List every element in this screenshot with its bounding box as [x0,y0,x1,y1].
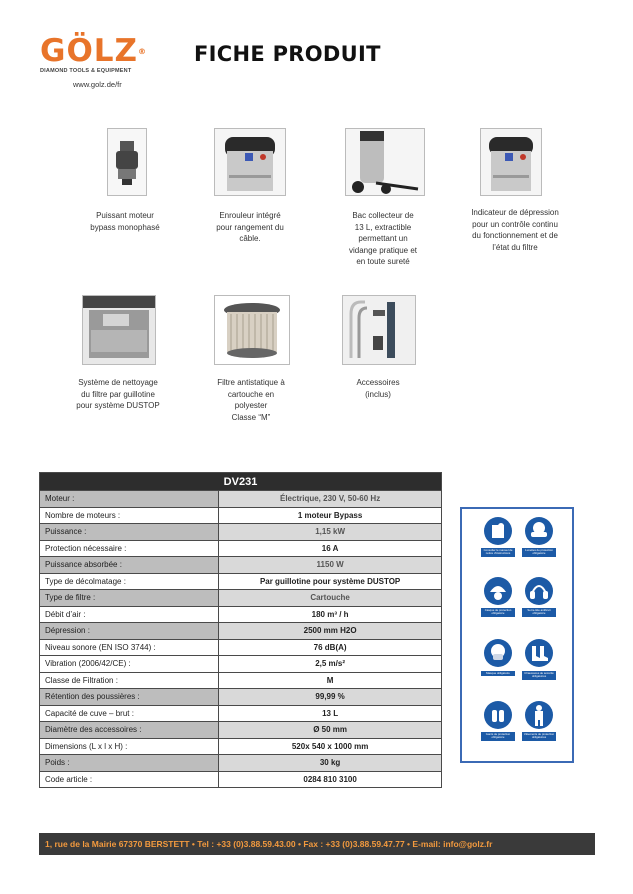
mask-icon [484,639,512,667]
safety-label: Vêtements de protection obligatoires [523,732,555,740]
table-row [40,738,442,755]
feature-caption-filter-cleaning: Système de nettoyage du filtre par guillotine pour système DUSTOP [76,378,160,410]
feature-caption-motor: Puissant moteur bypass monophasé [90,211,160,232]
ear-protection-icon [525,577,553,605]
spec-value: 1,15 kW [219,524,442,541]
brand-tagline: DIAMOND TOOLS & EQUIPMENT [40,68,132,74]
spec-value: 2,5 m/s² [219,656,442,673]
feature-caption-collector-tank: Bac collecteur de 13 L, extractible permettant un vidange pratique et en toute sureté [348,211,418,266]
table-row [40,771,442,788]
gloves-icon [484,701,512,729]
spec-label: Niveau sonore (EN ISO 3744) : [40,639,219,656]
spec-label: Nombre de moteurs : [40,507,219,524]
spec-label: Code article : [40,771,219,788]
table-row [40,705,442,722]
spec-value: 13 L [219,705,442,722]
spec-value: 76 dB(A) [219,639,442,656]
table-row [40,606,442,623]
safety-label: Chaussures de sécurité obligatoires [522,671,556,680]
spec-value: 16 A [219,540,442,557]
table-row [40,689,442,706]
motor-photo [107,128,147,196]
spec-value: 99,99 % [219,689,442,706]
feature-caption-antistatic-filter: Filtre antistatique à cartouche en polyester Classe “M” [217,378,285,422]
brand-name: GÖLZ [40,33,139,69]
feature-caption-cable-reel: Enrouleur intégré pour rangement du câble. [216,211,284,243]
table-row [40,656,442,673]
spec-label: Puissance : [40,524,219,541]
spec-value: 2500 mm H2O [219,623,442,640]
spec-label: Dimensions (L x l x H) : [40,738,219,755]
cable-reel-photo [214,128,286,196]
accessories-photo [342,295,416,365]
depression-indicator-photo [480,128,542,196]
safety-label: Gants de protection obligatoire [481,732,515,741]
spec-label: Débit d’air : [40,606,219,623]
protective-clothing-icon [525,701,553,729]
safety-shoes-icon [525,639,553,667]
spec-value: 30 kg [219,755,442,772]
spec-value: Ø 50 mm [219,722,442,739]
safety-label: Serre-tête antibruit obligatoire [522,608,556,617]
read-manual-icon [484,517,512,545]
contact-footer: 1, rue de la Mairie 67370 BERSTETT • Tel : +33 (0)3.88.59.43.00 • Fax : +33 (0)3.88.59.47.77 • E-mail: info@golz.fr [39,833,595,855]
spec-label: Dépression : [40,623,219,640]
spec-value: 180 m³ / h [219,606,442,623]
filter-cleaning-photo [82,295,156,365]
page-title: FICHE PRODUIT [194,42,381,66]
brand-website-link[interactable]: www.golz.de/fr [73,80,122,89]
collector-tank-photo [345,128,425,196]
table-row [40,540,442,557]
spec-label: Type de filtre : [40,590,219,607]
safety-label: Lunettes de protection obligatoire [522,548,556,557]
table-row [40,507,442,524]
safety-signs-panel [460,507,574,763]
eye-protection-icon [525,517,553,545]
spec-label: Puissance absorbée : [40,557,219,574]
spec-value: 520x 540 x 1000 mm [219,738,442,755]
safety-label: Consulter le manuel de notice d'instructions [481,548,515,557]
table-row [40,491,442,508]
spec-label: Vibration (2006/42/CE) : [40,656,219,673]
table-row [40,590,442,607]
brand-logo [40,33,170,89]
feature-caption-accessories: Accessoires (inclus) [356,378,400,399]
spec-label: Capacité de cuve – brut : [40,705,219,722]
spec-value: M [219,672,442,689]
table-row [40,557,442,574]
spec-table [39,472,442,788]
table-row [40,573,442,590]
table-row [40,722,442,739]
antistatic-filter-photo [214,295,290,365]
table-row [40,755,442,772]
safety-label: Masque obligatoire [481,671,515,676]
model-name: DV231 [40,473,442,491]
feature-caption-depression-indicator: Indicateur de dépression pour un contrôle continu du fonctionnement et de l’état du filtre [471,208,559,252]
spec-label: Type de décolmatage : [40,573,219,590]
spec-table-header [40,473,442,491]
spec-label: Protection nécessaire : [40,540,219,557]
spec-value: Électrique, 230 V, 50-60 Hz [219,491,442,508]
spec-value: Cartouche [219,590,442,607]
table-row [40,524,442,541]
spec-label: Rétention des poussières : [40,689,219,706]
spec-value: 0284 810 3100 [219,771,442,788]
spec-label: Classe de Filtration : [40,672,219,689]
table-row [40,639,442,656]
table-row [40,623,442,640]
spec-label: Moteur : [40,491,219,508]
safety-label: Casque de protection obligatoire [481,608,515,617]
brand-registered-mark: ® [138,47,148,56]
spec-value: 1150 W [219,557,442,574]
spec-label: Diamètre des accessoires : [40,722,219,739]
spec-value: Par guillotine pour système DUSTOP [219,573,442,590]
spec-label: Poids : [40,755,219,772]
table-row [40,672,442,689]
head-protection-icon [484,577,512,605]
spec-value: 1 moteur Bypass [219,507,442,524]
